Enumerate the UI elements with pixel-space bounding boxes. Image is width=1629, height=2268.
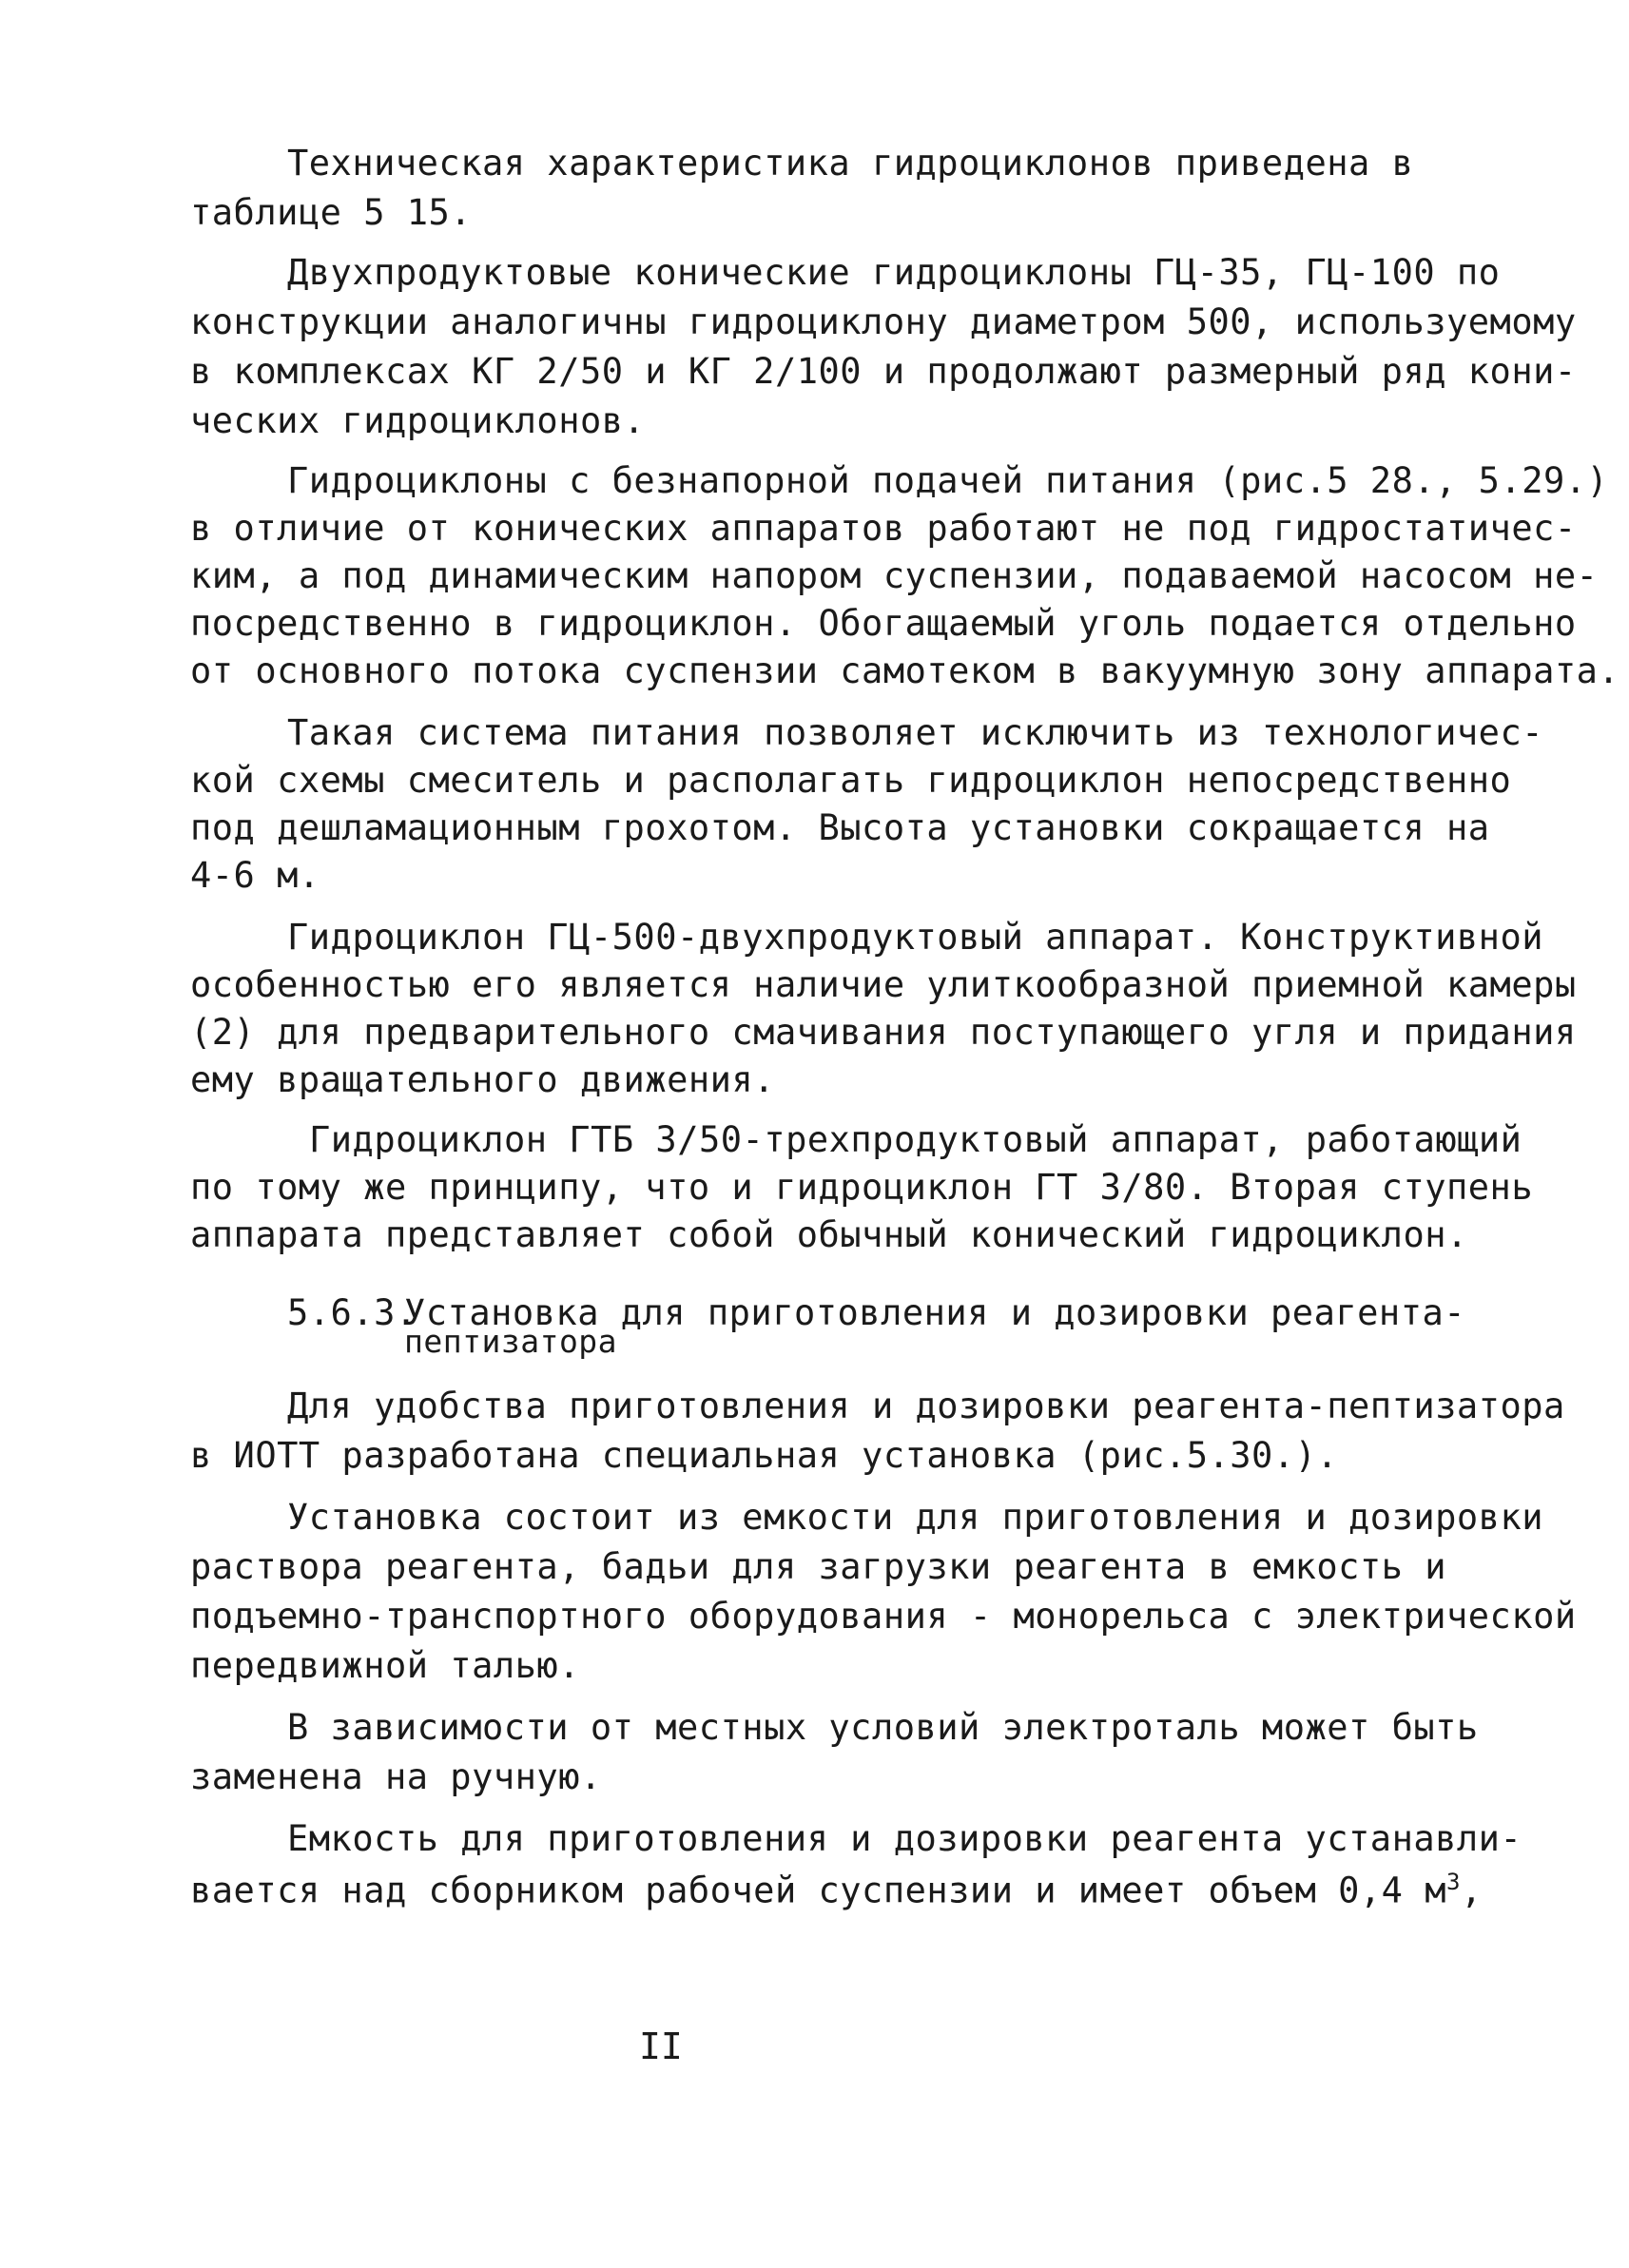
p2-line-1: Двухпродуктовые конические гидроциклоны ГЦ-35, ГЦ-100 по bbox=[287, 252, 1501, 293]
p8-line-3: подъемно-транспортного оборудования - монорельса с электрической bbox=[190, 1596, 1577, 1637]
p10-line-2-text: вается над сборником рабочей суспензии и имеет объем 0,4 м bbox=[190, 1870, 1447, 1911]
page-number: II bbox=[639, 2026, 683, 2067]
p7-line-1: Для удобства приготовления и дозировки реагента-пептизатора bbox=[287, 1386, 1565, 1426]
p4-line-2: кой схемы смеситель и располагать гидроциклон непосредственно bbox=[190, 760, 1512, 801]
p2-line-3: в комплексах КГ 2/50 и КГ 2/100 и продолжают размерный ряд кони- bbox=[190, 351, 1577, 392]
p4-line-4: 4-6 м. bbox=[190, 855, 320, 896]
section-title-line-1: Установка для приготовления и дозировки реагента- bbox=[404, 1292, 1466, 1333]
p4-line-1: Такая система питания позволяет исключить из технологичес- bbox=[287, 712, 1544, 753]
p1-line-1: Техническая характеристика гидроциклонов приведена в bbox=[287, 143, 1414, 184]
p6-line-1: Гидроциклон ГТБ 3/50-трехпродуктовый аппарат, работающий bbox=[309, 1119, 1522, 1160]
p4-line-3: под дешламационным грохотом. Высота установки сокращается на bbox=[190, 807, 1490, 848]
p5-line-4: ему вращательного движения. bbox=[190, 1059, 775, 1100]
p6-line-2: по тому же принципу, что и гидроциклон ГТ 3/80. Вторая ступень bbox=[190, 1167, 1534, 1208]
p5-line-3: (2) для предварительного смачивания поступающего угля и придания bbox=[190, 1012, 1577, 1053]
p8-line-1: Установка состоит из емкости для приготовления и дозировки bbox=[287, 1497, 1544, 1538]
p8-line-2: раствора реагента, бадьи для загрузки реагента в емкость и bbox=[190, 1546, 1447, 1587]
p10-line-1: Емкость для приготовления и дозировки реагента устанавли- bbox=[287, 1818, 1522, 1859]
p8-line-4: передвижной талью. bbox=[190, 1645, 580, 1686]
p1-line-2: таблице 5 15. bbox=[190, 192, 473, 233]
p3-line-5: от основного потока суспензии самотеком в вакуумную зону аппарата. bbox=[190, 650, 1620, 691]
p9-line-1: В зависимости от местных условий электроталь может быть bbox=[287, 1707, 1479, 1748]
p6-line-3: аппарата представляет собой обычный конический гидроциклон. bbox=[190, 1214, 1468, 1255]
p3-line-3: ким, а под динамическим напором суспензии, подаваемой насосом не- bbox=[190, 555, 1599, 596]
p5-line-2: особенностью его является наличие улиткообразной приемной камеры bbox=[190, 964, 1577, 1005]
section-title-line-2: пептизатора bbox=[404, 1323, 618, 1360]
p3-line-4: посредственно в гидроциклон. Обогащаемый уголь подается отдельно bbox=[190, 603, 1577, 644]
section-number: 5.6.3. bbox=[287, 1292, 417, 1333]
p3-line-1: Гидроциклоны с безнапорной подачей питания (рис.5 28., 5.29.) bbox=[287, 460, 1609, 501]
p3-line-2: в отличие от конических аппаратов работают не под гидростатичес- bbox=[190, 508, 1577, 549]
p5-line-1: Гидроциклон ГЦ-500-двухпродуктовый аппарат. Конструктивной bbox=[287, 917, 1544, 958]
p7-line-2: в ИОТТ разработана специальная установка (рис.5.30.). bbox=[190, 1435, 1339, 1476]
p2-line-4: ческих гидроциклонов. bbox=[190, 400, 646, 441]
superscript-cubed: 3 bbox=[1446, 1869, 1461, 1895]
p10-trailing-comma: , bbox=[1460, 1870, 1483, 1911]
p9-line-2: заменена на ручную. bbox=[190, 1756, 602, 1797]
p2-line-2: конструкции аналогичны гидроциклону диаметром 500, используемому bbox=[190, 301, 1577, 342]
p10-line-2 bbox=[190, 1869, 1483, 1911]
